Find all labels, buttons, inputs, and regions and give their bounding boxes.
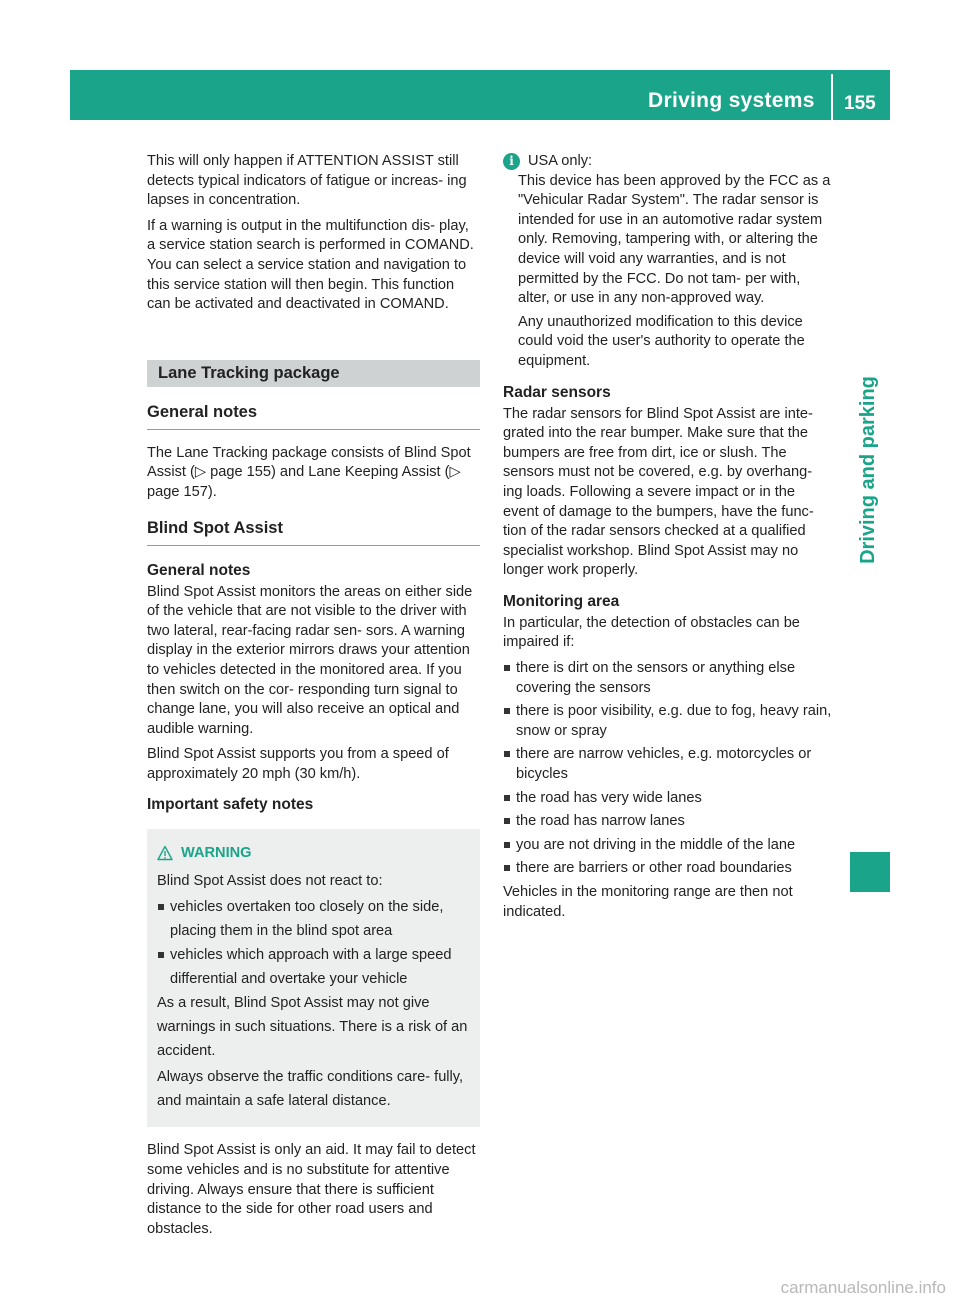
safety-notes-heading: Important safety notes xyxy=(147,796,314,814)
radar-sensors-heading: Radar sensors xyxy=(503,383,611,401)
list-item: the road has narrow lanes xyxy=(503,812,834,832)
info-note-title: USA only: xyxy=(528,153,593,169)
warning-paragraph-2: Always observe the traffic conditions care- fully, and maintain a safe lateral distance. xyxy=(157,1069,464,1110)
general-notes-heading: General notes xyxy=(147,401,480,430)
blind-spot-assist-heading: Blind Spot Assist xyxy=(147,517,480,546)
info-note-head xyxy=(503,152,834,172)
list-item: there is dirt on the sensors or anything else covering the sensors xyxy=(503,659,834,698)
monitoring-lead: In particular, the detection of obstacles can be impaired if: xyxy=(503,614,800,651)
info-icon: i xyxy=(503,153,520,170)
right-column xyxy=(503,152,834,928)
list-item: the road has very wide lanes xyxy=(503,789,834,809)
bsa-paragraph-1: Blind Spot Assist monitors the areas on either side of the vehicle that are not visible to the driver with two lateral, rear-facing radar sen- sors. A warning display in the exterior mirrors draws your attention to vehicles detected in the monitored area. If you then switch on the cor- responding turn signal to change lane, you will also receive an optical and audible warning. xyxy=(147,583,473,737)
monitoring-tail: Vehicles in the monitoring range are then not indicated. xyxy=(503,884,793,920)
warning-lead: Blind Spot Assist does not react to: xyxy=(157,873,383,890)
watermark: carmanualsonline.info xyxy=(780,1278,946,1297)
list-item: vehicles which approach with a large speed differential and overtake your vehicle xyxy=(157,943,470,991)
info-note-body xyxy=(503,172,834,372)
left-column xyxy=(147,152,480,1245)
list-item: there is poor visibility, e.g. due to fog, heavy rain, snow or spray xyxy=(503,702,834,741)
warning-list xyxy=(157,895,470,991)
info-paragraph-1: This device has been approved by the FCC as a "Vehicular Radar System". The radar sensor is intended for use in an automotive radar system only. Removing, tampering with, or altering the device will void any warranties, and is not permitted by the FCC. Do not tam- per with, alter, or use in any non-approved way. xyxy=(518,172,831,307)
bsa-general-notes-heading: General notes xyxy=(147,561,251,579)
intro-paragraph-1: This will only happen if ATTENTION ASSIST still detects typical indicators of fatigue or increas- ing lapses in concentration. xyxy=(147,153,467,209)
warning-triangle-icon xyxy=(157,845,173,861)
monitoring-area-heading: Monitoring area xyxy=(503,592,620,610)
list-item: vehicles overtaken too closely on the side, placing them in the blind spot area xyxy=(157,895,470,943)
list-item: there are narrow vehicles, e.g. motorcycles or bicycles xyxy=(503,745,834,784)
intro-paragraph-2: If a warning is output in the multifunction dis- play, a service station search is performed in COMAND. You can select a service station and navigation to this service station will then begin. This function can be activated and deactivated in COMAND. xyxy=(147,217,474,313)
closing-paragraph: Blind Spot Assist is only an aid. It may fail to detect some vehicles and is no substitute for attentive driving. Always ensure that there is sufficient distance to the side for other road users and obstacles. xyxy=(147,1142,476,1237)
lane-tracking-text: The Lane Tracking package consists of Blind Spot Assist (▷ page 155) and Lane Keeping Assist (▷ page 157). xyxy=(147,444,471,500)
radar-paragraph: The radar sensors for Blind Spot Assist are inte- grated into the rear bumper. Make sure that the bumpers are free from dirt, ice or slush. The sensors must not be covered, e.g. by overhang- ing loads. Following a severe impact or in the event of damage to the bumpers, have the func- tion of the radar sensors checked at a qualified specialist workshop. Blind Spot Assist may no longer work properly. xyxy=(503,405,814,579)
list-item: there are barriers or other road boundaries xyxy=(503,859,834,879)
warning-box xyxy=(147,829,480,1127)
warning-title xyxy=(157,841,470,865)
bsa-paragraph-2: Blind Spot Assist supports you from a speed of approximately 20 mph (30 km/h). xyxy=(147,746,449,782)
header-divider xyxy=(831,74,833,120)
info-paragraph-2: Any unauthorized modification to this device could void the user's authority to operate the equipment. xyxy=(518,313,805,369)
warning-paragraph-1: As a result, Blind Spot Assist may not give warnings in such situations. There is a risk of an accident. xyxy=(157,995,468,1060)
monitoring-list xyxy=(503,659,834,879)
chapter-title: Driving systems xyxy=(648,89,815,112)
warning-title-text: WARNING xyxy=(181,845,252,862)
list-item: you are not driving in the middle of the lane xyxy=(503,836,834,856)
page-number: 155 xyxy=(844,93,876,114)
section-title: Lane Tracking package xyxy=(147,360,480,387)
side-tab-label: Driving and parking xyxy=(857,376,879,564)
side-tab-marker xyxy=(850,852,890,892)
